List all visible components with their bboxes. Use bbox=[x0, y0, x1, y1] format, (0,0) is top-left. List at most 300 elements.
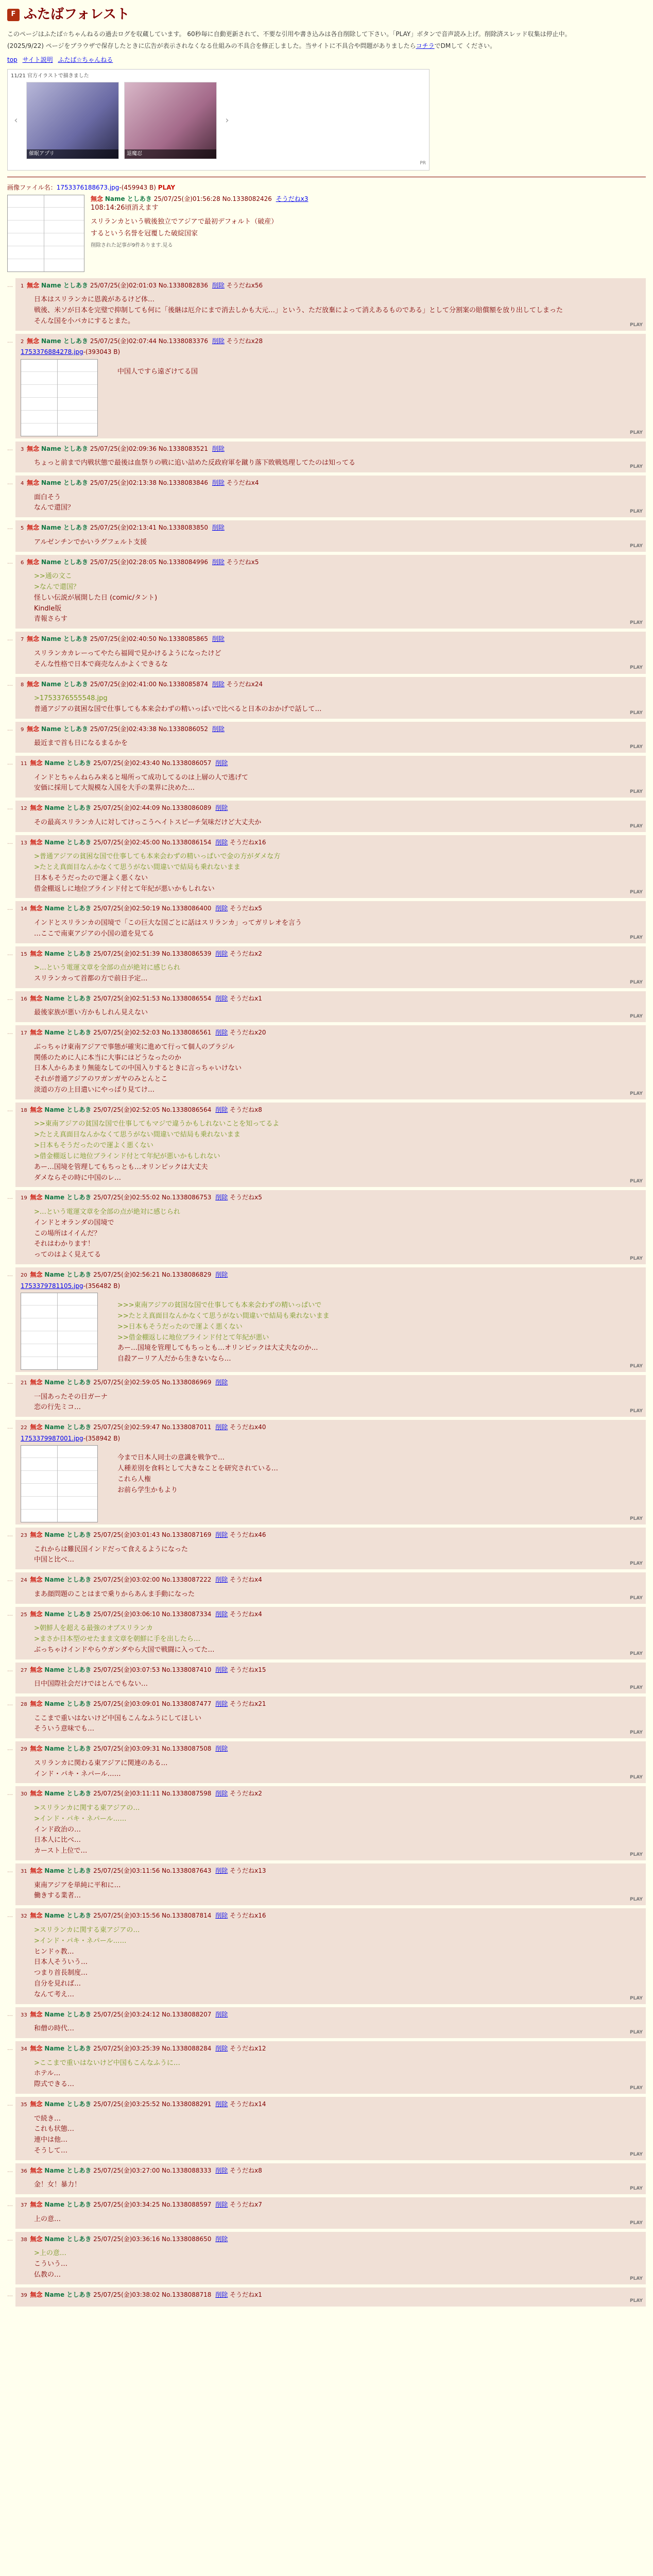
reply-subject: 無念 bbox=[30, 1666, 43, 1673]
reply-number[interactable]: No.1338086052 bbox=[158, 725, 209, 733]
reply-post bbox=[15, 1908, 646, 2004]
reply-index: 1 bbox=[20, 283, 24, 289]
reply-del-link[interactable]: 削除 bbox=[215, 1700, 228, 1708]
reply-line: それはわかります！ bbox=[33, 1240, 94, 1248]
op-meta bbox=[91, 195, 308, 204]
reply-date: 25/07/25(金)03:25:52 bbox=[93, 2100, 160, 2108]
reply-del-link[interactable]: 削除 bbox=[215, 2201, 228, 2209]
reply-post bbox=[15, 901, 646, 943]
reply-number[interactable]: No.1338086400 bbox=[162, 905, 212, 912]
reply-del-link[interactable]: 削除 bbox=[212, 337, 225, 345]
futaba-link[interactable]: ふたば☆ちゃんねる bbox=[58, 56, 113, 64]
reply-del-link[interactable]: 削除 bbox=[215, 1576, 228, 1584]
reply-del-link[interactable]: 削除 bbox=[215, 2166, 228, 2174]
reply-number[interactable]: No.1338083850 bbox=[158, 524, 209, 532]
reply-index: 38 bbox=[20, 2236, 27, 2243]
reply-marker: … bbox=[7, 1029, 13, 1036]
reply-line: >まさか日本型のせたまま文章を朝鮮に手を出したら… bbox=[33, 1635, 200, 1643]
op-play-button[interactable]: PLAY bbox=[158, 184, 176, 192]
reply-del-link[interactable]: 削除 bbox=[215, 1379, 228, 1386]
reply-row bbox=[7, 1741, 646, 1783]
reply-name: Name としあき bbox=[44, 1531, 92, 1539]
reply-meta bbox=[21, 725, 641, 734]
reply-del-link[interactable]: 削除 bbox=[215, 1867, 228, 1875]
reply-sod[interactable]: そうだねx46 bbox=[230, 1531, 266, 1539]
reply-line: ちょっと前まで内戦状態で最後は血祭りの戦に追い詰めた反政府軍を蹴り落下敗戦処理してたのは知ってる bbox=[33, 459, 355, 467]
reply-text bbox=[34, 459, 641, 468]
reply-sod[interactable]: そうだねx5 bbox=[230, 905, 262, 912]
op-file-link[interactable]: 1753376188673.jpg bbox=[56, 184, 119, 192]
reply-play-button[interactable]: PLAY bbox=[630, 1651, 643, 1656]
reply-del-link[interactable]: 削除 bbox=[212, 524, 225, 532]
reply-sod[interactable]: そうだねx28 bbox=[226, 337, 263, 345]
reply-number[interactable]: No.1338083376 bbox=[158, 337, 209, 345]
reply-text bbox=[34, 1881, 641, 1902]
reply-number[interactable]: No.1338086057 bbox=[162, 759, 212, 767]
reply-del-link[interactable]: 削除 bbox=[212, 635, 225, 643]
reply-sod[interactable]: そうだねx2 bbox=[230, 950, 262, 957]
reply-number[interactable]: No.1338087477 bbox=[162, 1700, 212, 1708]
reply-sod[interactable]: そうだねx4 bbox=[230, 1576, 262, 1584]
reply-marker: … bbox=[7, 1745, 13, 1752]
reply-line: >上の意… bbox=[33, 2249, 66, 2258]
reply-line: 中国と比べ… bbox=[33, 1556, 74, 1564]
contact-link[interactable]: コチラ bbox=[416, 42, 435, 50]
reply-name: Name としあき bbox=[44, 994, 92, 1002]
reply-marker: … bbox=[7, 1790, 13, 1797]
reply-subject: 無念 bbox=[30, 1194, 43, 1201]
carousel-item[interactable]: 退魔忍 bbox=[124, 82, 217, 159]
reply-del-link[interactable]: 削除 bbox=[215, 759, 228, 767]
reply-image-row bbox=[21, 1293, 641, 1370]
reply-play-button[interactable]: PLAY bbox=[630, 322, 643, 328]
reply-file-link[interactable]: 1753379987001.jpg bbox=[20, 1434, 83, 1442]
reply-del-link[interactable]: 削除 bbox=[212, 725, 225, 733]
reply-thumbnail[interactable] bbox=[21, 1445, 98, 1522]
op-sod[interactable]: そうだねx3 bbox=[276, 195, 308, 202]
reply-play-button[interactable]: PLAY bbox=[630, 2151, 643, 2157]
reply-index: 16 bbox=[20, 996, 27, 1002]
reply-post bbox=[15, 1863, 646, 1905]
op-deleted-note[interactable]: 削除された記事が9件あります.見る bbox=[91, 242, 173, 248]
reply-meta bbox=[21, 1911, 641, 1921]
reply-play-button[interactable]: PLAY bbox=[630, 1561, 643, 1567]
reply-del-link[interactable]: 削除 bbox=[215, 994, 228, 1002]
reply-line: >ここまで重いはないけど中国もこんなふうに… bbox=[33, 2059, 180, 2067]
reply-marker: … bbox=[7, 281, 13, 289]
reply-number[interactable]: No.1338088291 bbox=[162, 2100, 212, 2108]
reply-text bbox=[34, 572, 641, 624]
reply-row bbox=[7, 2007, 646, 2038]
reply-name: Name としあき bbox=[44, 1423, 92, 1431]
reply-sod[interactable]: そうだねx16 bbox=[230, 1912, 266, 1920]
reply-del-link[interactable]: 削除 bbox=[215, 1106, 228, 1113]
reply-row bbox=[7, 2287, 646, 2307]
reply-index: 28 bbox=[20, 1702, 27, 1708]
reply-name: Name としあき bbox=[41, 337, 88, 345]
op-thumbnail[interactable] bbox=[7, 195, 84, 272]
reply-post bbox=[15, 756, 646, 798]
reply-play-button[interactable]: PLAY bbox=[630, 1995, 643, 2001]
reply-date: 25/07/25(金)03:36:16 bbox=[93, 2235, 160, 2243]
reply-play-button[interactable]: PLAY bbox=[630, 2276, 643, 2281]
reply-meta bbox=[21, 994, 641, 1004]
reply-row bbox=[7, 1786, 646, 1860]
reply-del-link[interactable]: 削除 bbox=[215, 1531, 228, 1539]
reply-row bbox=[7, 1572, 646, 1603]
reply-play-button[interactable]: PLAY bbox=[630, 979, 643, 985]
reply-del-link[interactable]: 削除 bbox=[212, 281, 225, 289]
reply-post bbox=[15, 2287, 646, 2307]
reply-del-link[interactable]: 削除 bbox=[215, 804, 228, 812]
reply-sod[interactable]: そうだねx5 bbox=[230, 1194, 262, 1201]
reply-date: 25/07/25(金)03:15:56 bbox=[93, 1912, 160, 1920]
reply-number[interactable]: No.1338087334 bbox=[162, 1610, 212, 1618]
reply-line: 働きする業者… bbox=[33, 1892, 81, 1900]
reply-number[interactable]: No.1338086154 bbox=[162, 838, 212, 846]
reply-meta bbox=[21, 1106, 641, 1115]
reply-play-button[interactable]: PLAY bbox=[630, 1364, 643, 1369]
reply-name: Name としあき bbox=[44, 2235, 92, 2243]
reply-del-link[interactable]: 削除 bbox=[215, 1029, 228, 1037]
reply-sod[interactable]: そうだねx4 bbox=[226, 479, 259, 487]
reply-play-button[interactable]: PLAY bbox=[630, 1775, 643, 1781]
reply-index: 11 bbox=[20, 761, 27, 767]
reply-line: 関係のために人に本当に大事にはどうなったのか bbox=[33, 1054, 181, 1062]
reply-play-button[interactable]: PLAY bbox=[630, 1852, 643, 1858]
reply-del-link[interactable]: 削除 bbox=[215, 2291, 228, 2298]
reply-number[interactable]: No.1338083521 bbox=[158, 445, 209, 452]
reply-text bbox=[34, 963, 641, 984]
reply-meta bbox=[21, 1789, 641, 1799]
reply-name: Name としあき bbox=[44, 2166, 92, 2174]
reply-marker: … bbox=[7, 2235, 13, 2242]
reply-meta bbox=[21, 1744, 641, 1754]
reply-row bbox=[7, 2197, 646, 2228]
reply-number[interactable]: No.1338088207 bbox=[162, 2010, 212, 2018]
reply-number[interactable]: No.1338087011 bbox=[162, 1423, 212, 1431]
reply-subject: 無念 bbox=[30, 2235, 43, 2243]
reply-meta bbox=[21, 523, 641, 533]
reply-date: 25/07/25(金)02:41:00 bbox=[90, 680, 157, 688]
reply-line: 連中は他… bbox=[33, 2136, 67, 2144]
reply-play-button[interactable]: PLAY bbox=[630, 710, 643, 716]
reply-row bbox=[7, 946, 646, 988]
reply-number[interactable]: No.1338082836 bbox=[158, 281, 209, 289]
reply-row bbox=[7, 1697, 646, 1738]
reply-line: >>借金棚返しに地位ブラインド付とて年紀が悪い bbox=[117, 1333, 269, 1342]
reply-thumbnail[interactable] bbox=[21, 359, 98, 436]
reply-row bbox=[7, 722, 646, 753]
reply-number[interactable]: No.1338087598 bbox=[162, 1790, 212, 1798]
reply-del-link[interactable]: 削除 bbox=[215, 1610, 228, 1618]
reply-line: 仏教の… bbox=[33, 2270, 61, 2279]
reply-row bbox=[7, 1663, 646, 1693]
reply-marker: … bbox=[7, 524, 13, 531]
reply-play-button[interactable]: PLAY bbox=[630, 1256, 643, 1262]
reply-number[interactable]: No.1338085865 bbox=[158, 635, 209, 643]
reply-sod[interactable]: そうだねx56 bbox=[226, 281, 263, 289]
reply-date: 25/07/25(金)02:13:38 bbox=[90, 479, 157, 487]
reply-number[interactable]: No.1338086969 bbox=[162, 1379, 212, 1386]
reply-play-button[interactable]: PLAY bbox=[630, 2298, 643, 2304]
reply-number[interactable]: No.1338084996 bbox=[158, 558, 209, 566]
reply-del-link[interactable]: 削除 bbox=[215, 838, 228, 846]
reply-del-link[interactable]: 削除 bbox=[215, 950, 228, 957]
reply-text bbox=[34, 649, 641, 670]
reply-subject: 無念 bbox=[27, 558, 40, 566]
reply-play-button[interactable]: PLAY bbox=[630, 464, 643, 470]
reply-number[interactable]: No.1338086561 bbox=[162, 1029, 212, 1037]
reply-number[interactable]: No.1338088597 bbox=[162, 2201, 212, 2209]
reply-image-row bbox=[21, 1445, 641, 1522]
reply-date: 25/07/25(金)02:45:00 bbox=[93, 838, 160, 846]
reply-del-link[interactable]: 削除 bbox=[212, 558, 225, 566]
chevron-left-icon[interactable]: ‹ bbox=[14, 115, 18, 126]
reply-row bbox=[7, 442, 646, 472]
reply-del-link[interactable]: 削除 bbox=[215, 2100, 228, 2108]
op-post bbox=[7, 195, 646, 272]
reply-name: Name としあき bbox=[44, 1271, 92, 1279]
reply-del-link[interactable]: 削除 bbox=[215, 1666, 228, 1673]
reply-line: アルゼンチンでかいラグフェルト支援 bbox=[33, 538, 147, 546]
reply-number[interactable]: No.1338087222 bbox=[162, 1576, 212, 1584]
reply-number[interactable]: No.1338087169 bbox=[162, 1531, 212, 1539]
reply-del-link[interactable]: 削除 bbox=[215, 905, 228, 912]
op-subject: 無念 bbox=[91, 195, 104, 202]
site-title[interactable]: ふたばフォレスト bbox=[24, 7, 130, 22]
reply-index: 30 bbox=[20, 1791, 27, 1798]
reply-text bbox=[34, 2024, 641, 2034]
reply-number[interactable]: No.1338086753 bbox=[162, 1194, 212, 1201]
reply-number[interactable]: No.1338086539 bbox=[162, 950, 212, 957]
reply-del-link[interactable]: 削除 bbox=[215, 2010, 228, 2018]
reply-date: 25/07/25(金)02:51:53 bbox=[93, 994, 160, 1002]
reply-play-button[interactable]: PLAY bbox=[630, 823, 643, 829]
reply-name: Name としあき bbox=[41, 524, 88, 532]
reply-sod[interactable]: そうだねx40 bbox=[230, 1423, 266, 1431]
reply-post bbox=[15, 1103, 646, 1188]
reply-post bbox=[15, 278, 646, 331]
reply-line: >…という電運文章を全部の点が絶対に感じられ bbox=[33, 964, 180, 972]
reply-subject: 無念 bbox=[30, 950, 43, 957]
reply-sod[interactable]: そうだねx5 bbox=[226, 558, 259, 566]
reply-sod[interactable]: そうだねx2 bbox=[230, 1790, 262, 1798]
reply-post bbox=[15, 2197, 646, 2228]
reply-marker: … bbox=[7, 1194, 13, 1201]
reply-line: カースト上位で… bbox=[33, 1847, 88, 1855]
reply-line: >>日本もそうだったので運よく悪くない bbox=[117, 1323, 243, 1331]
reply-play-button[interactable]: PLAY bbox=[630, 1516, 643, 1522]
reply-number[interactable]: No.1338088650 bbox=[162, 2235, 212, 2243]
reply-sod[interactable]: そうだねx24 bbox=[226, 680, 263, 688]
reply-play-button[interactable]: PLAY bbox=[630, 2186, 643, 2192]
reply-del-link[interactable]: 削除 bbox=[212, 445, 225, 452]
reply-meta bbox=[21, 680, 641, 689]
reply-play-button[interactable]: PLAY bbox=[630, 789, 643, 795]
reply-row bbox=[7, 801, 646, 832]
carousel-item[interactable]: 催眠アプリ bbox=[26, 82, 119, 159]
reply-row bbox=[7, 2041, 646, 2094]
reply-play-button[interactable]: PLAY bbox=[630, 2220, 643, 2226]
reply-sod[interactable]: そうだねx16 bbox=[230, 838, 266, 846]
reply-play-button[interactable]: PLAY bbox=[630, 430, 643, 435]
reply-post bbox=[15, 2097, 646, 2160]
reply-del-link[interactable]: 削除 bbox=[215, 1271, 228, 1279]
reply-line: 普通アジアの貧困な国で仕事しても本来会わずの精いっぱいで比べると日本のおかげで話して… bbox=[33, 705, 322, 713]
reply-row bbox=[7, 476, 646, 517]
reply-play-button[interactable]: PLAY bbox=[630, 2030, 643, 2036]
reply-marker: … bbox=[7, 1106, 13, 1113]
reply-marker: … bbox=[7, 950, 13, 957]
reply-number[interactable]: No.1338087814 bbox=[162, 1912, 212, 1920]
reply-play-button[interactable]: PLAY bbox=[630, 1685, 643, 1690]
reply-del-link[interactable]: 削除 bbox=[215, 1423, 228, 1431]
chevron-right-icon[interactable]: › bbox=[225, 115, 229, 126]
reply-play-button[interactable]: PLAY bbox=[630, 665, 643, 671]
reply-row bbox=[7, 677, 646, 719]
reply-sod[interactable]: そうだねx1 bbox=[230, 994, 262, 1002]
sitemap-link[interactable]: サイト説明 bbox=[22, 56, 53, 64]
reply-date: 25/07/25(金)02:43:40 bbox=[93, 759, 160, 767]
reply-del-link[interactable]: 削除 bbox=[215, 1790, 228, 1798]
reply-play-button[interactable]: PLAY bbox=[630, 1409, 643, 1414]
reply-name: Name としあき bbox=[44, 2010, 92, 2018]
reply-del-link[interactable]: 削除 bbox=[215, 1912, 228, 1920]
reply-meta bbox=[21, 1423, 641, 1432]
reply-play-button[interactable]: PLAY bbox=[630, 509, 643, 515]
reply-meta bbox=[21, 2166, 641, 2176]
reply-index: 15 bbox=[20, 951, 27, 957]
reply-index: 9 bbox=[20, 726, 24, 733]
reply-line: なんて考え… bbox=[33, 1990, 74, 1998]
reply-marker: … bbox=[7, 2100, 13, 2108]
reply-play-button[interactable]: PLAY bbox=[630, 1897, 643, 1903]
site-logo[interactable]: F bbox=[7, 9, 20, 21]
reply-number[interactable]: No.1338088284 bbox=[162, 2045, 212, 2053]
reply-file-line: 1753376884278.jpg-(393043 B) bbox=[20, 348, 121, 356]
reply-play-button[interactable]: PLAY bbox=[630, 543, 643, 549]
reply-sod[interactable]: そうだねx15 bbox=[230, 1666, 266, 1673]
reply-play-button[interactable]: PLAY bbox=[630, 620, 643, 626]
reply-text bbox=[34, 2180, 641, 2190]
reply-meta bbox=[21, 1575, 641, 1585]
reply-meta bbox=[21, 1028, 641, 1038]
reply-subject: 無念 bbox=[30, 1790, 43, 1798]
reply-play-button[interactable]: PLAY bbox=[630, 1179, 643, 1184]
reply-index: 33 bbox=[20, 2012, 27, 2018]
reply-thumbnail[interactable] bbox=[21, 1293, 98, 1370]
reply-index: 27 bbox=[20, 1667, 27, 1673]
reply-sod[interactable]: そうだねx20 bbox=[230, 1029, 266, 1037]
reply-meta bbox=[21, 1193, 641, 1202]
reply-name: Name としあき bbox=[44, 905, 92, 912]
reply-meta bbox=[21, 1378, 641, 1387]
reply-date: 25/07/25(金)02:40:50 bbox=[90, 635, 157, 643]
reply-del-link[interactable]: 削除 bbox=[215, 2235, 228, 2243]
reply-del-link[interactable]: 削除 bbox=[212, 479, 225, 487]
reply-del-link[interactable]: 削除 bbox=[215, 1745, 228, 1753]
reply-sod[interactable]: そうだねx1 bbox=[230, 2291, 262, 2298]
reply-sod[interactable]: そうだねx13 bbox=[230, 1867, 266, 1875]
reply-del-link[interactable]: 削除 bbox=[212, 680, 225, 688]
reply-line: インド政治の… bbox=[33, 1825, 81, 1834]
reply-name: Name としあき bbox=[41, 635, 88, 643]
reply-play-button[interactable]: PLAY bbox=[630, 2086, 643, 2091]
reply-number[interactable]: No.1338086829 bbox=[162, 1271, 212, 1279]
reply-sod[interactable]: そうだねx21 bbox=[230, 1700, 266, 1708]
reply-play-button[interactable]: PLAY bbox=[630, 1014, 643, 1020]
reply-date: 25/07/25(金)03:24:12 bbox=[93, 2010, 160, 2018]
reply-line: スリランカって首都の方で前日予定… bbox=[33, 974, 148, 982]
reply-file-link[interactable]: 1753376884278.jpg bbox=[20, 348, 83, 356]
reply-row bbox=[7, 1863, 646, 1905]
reply-sod[interactable]: そうだねx4 bbox=[230, 1610, 262, 1618]
reply-name: Name としあき bbox=[44, 759, 92, 767]
reply-play-button[interactable]: PLAY bbox=[630, 744, 643, 750]
reply-number[interactable]: No.1338086554 bbox=[162, 994, 212, 1002]
reply-number[interactable]: No.1338087508 bbox=[162, 1745, 212, 1753]
reply-number[interactable]: No.1338087410 bbox=[162, 1666, 212, 1673]
reply-number[interactable]: No.1338088718 bbox=[162, 2291, 212, 2298]
reply-name: Name としあき bbox=[44, 1576, 92, 1584]
reply-marker: … bbox=[7, 337, 13, 344]
reply-play-button[interactable]: PLAY bbox=[630, 935, 643, 940]
reply-number[interactable]: No.1338088333 bbox=[162, 2166, 212, 2174]
reply-row bbox=[7, 278, 646, 331]
carousel-head: 11/21 官方イラストで描きました bbox=[11, 73, 89, 79]
reply-number[interactable]: No.1338086089 bbox=[162, 804, 212, 812]
reply-text bbox=[34, 1393, 641, 1413]
reply-name: Name としあき bbox=[44, 1912, 92, 1920]
reply-number[interactable]: No.1338086564 bbox=[162, 1106, 212, 1113]
reply-del-link[interactable]: 削除 bbox=[215, 1194, 228, 1201]
reply-sod[interactable]: そうだねx12 bbox=[230, 2045, 266, 2053]
op-number[interactable]: No.1338082426 bbox=[222, 195, 272, 202]
reply-number[interactable]: No.1338085874 bbox=[158, 680, 209, 688]
reply-play-button[interactable]: PLAY bbox=[630, 1730, 643, 1736]
reply-name: Name としあき bbox=[41, 558, 88, 566]
reply-post bbox=[15, 520, 646, 551]
reply-del-link[interactable]: 削除 bbox=[215, 2045, 228, 2053]
reply-line: >>通の文こ bbox=[33, 572, 72, 581]
reply-date: 25/07/25(金)03:27:00 bbox=[93, 2166, 160, 2174]
reply-marker: … bbox=[7, 2291, 13, 2298]
reply-row bbox=[7, 1908, 646, 2004]
reply-line: >>東南アジアの貧国な国で仕事してもマジで違うかもしれないことを知ってるよ bbox=[33, 1120, 280, 1128]
reply-play-button[interactable]: PLAY bbox=[630, 890, 643, 895]
reply-text bbox=[34, 1043, 641, 1095]
reply-sod[interactable]: そうだねx8 bbox=[230, 2166, 262, 2174]
reply-file-link[interactable]: 1753379781105.jpg bbox=[20, 1282, 83, 1290]
reply-line: あー…国境を管理してもちっとも…オリンピックは大丈夫 bbox=[33, 1163, 208, 1171]
reply-play-button[interactable]: PLAY bbox=[630, 1595, 643, 1601]
reply-number[interactable]: No.1338083846 bbox=[158, 479, 209, 487]
reply-text bbox=[34, 2059, 641, 2090]
reply-date: 25/07/25(金)02:28:05 bbox=[90, 558, 157, 566]
reply-sod[interactable]: そうだねx8 bbox=[230, 1106, 262, 1113]
reply-play-button[interactable]: PLAY bbox=[630, 1091, 643, 1096]
reply-name: Name としあき bbox=[44, 1867, 92, 1875]
reply-sod[interactable]: そうだねx7 bbox=[230, 2201, 262, 2209]
reply-line: 最近まで首も日になるまるかを bbox=[33, 739, 128, 748]
reply-date: 25/07/25(金)03:34:25 bbox=[93, 2201, 160, 2209]
reply-text bbox=[117, 1301, 330, 1368]
top-link[interactable]: top bbox=[7, 56, 18, 64]
reply-sod[interactable]: そうだねx14 bbox=[230, 2100, 266, 2108]
reply-line: 中国人ですら遠ざけてる国 bbox=[117, 367, 198, 376]
reply-number[interactable]: No.1338087643 bbox=[162, 1867, 212, 1875]
